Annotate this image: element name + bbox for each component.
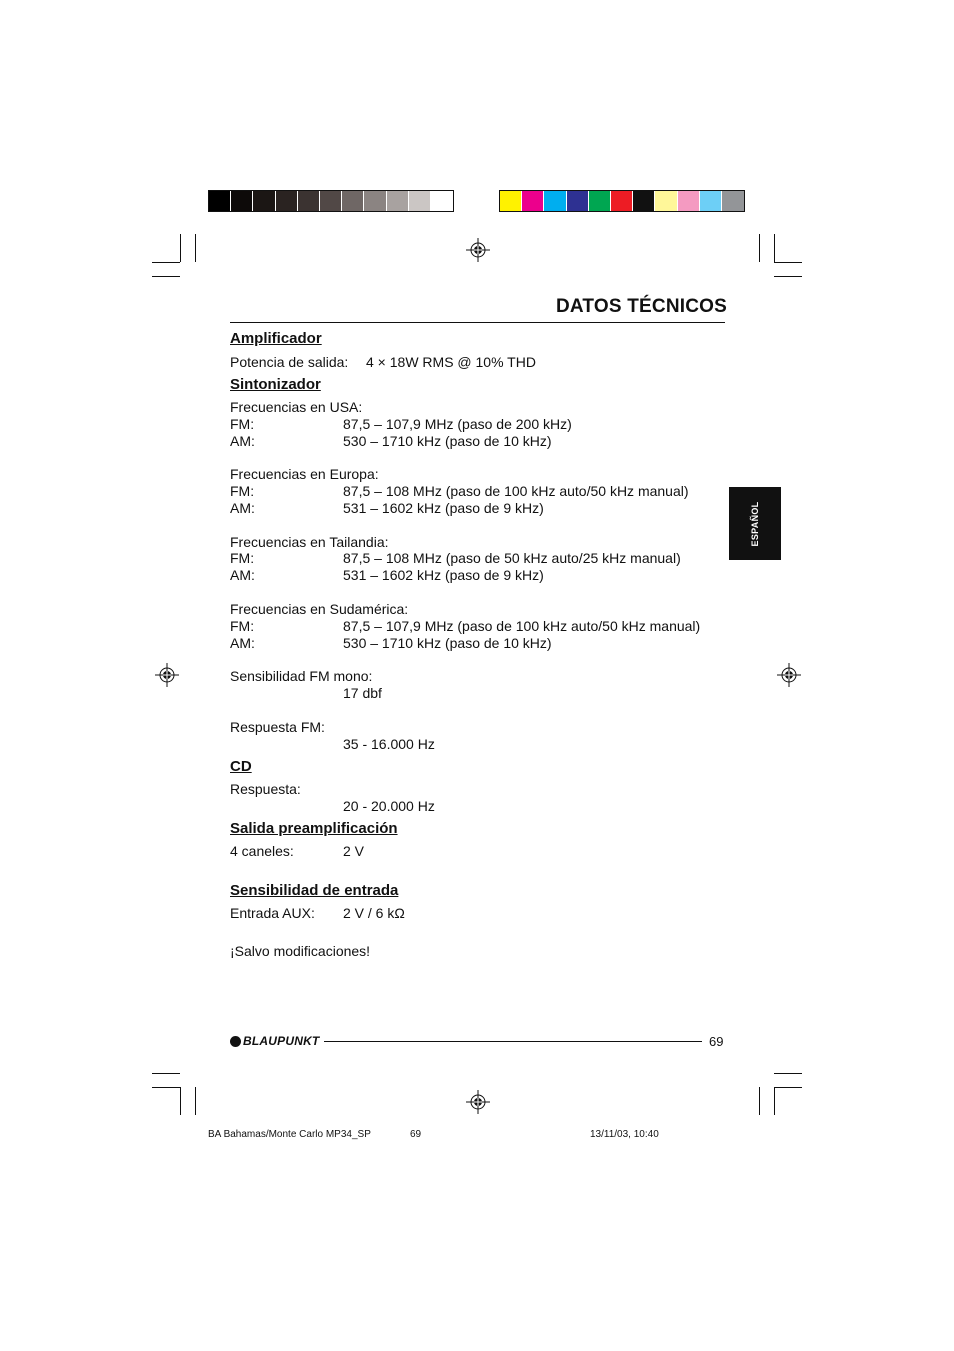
spec-subtitle: Frecuencias en Sudamérica:	[230, 601, 409, 617]
section-heading-cd: CD	[230, 758, 252, 775]
spec-value: 2 V	[343, 843, 365, 859]
spec-value: 4 × 18W RMS @ 10% THD	[366, 354, 536, 370]
color-swatch	[589, 191, 611, 211]
crop-mark	[180, 234, 181, 262]
color-swatch	[231, 191, 253, 211]
crop-mark	[152, 262, 180, 263]
section-heading-salida: Salida preamplificación	[230, 820, 398, 837]
color-swatch	[253, 191, 275, 211]
brand-dot-icon	[230, 1036, 241, 1047]
color-swatch	[678, 191, 700, 211]
grayscale-color-bar	[208, 190, 454, 212]
crop-mark	[152, 1073, 180, 1074]
color-swatch	[522, 191, 544, 211]
spec-label: Respuesta FM:	[230, 719, 325, 735]
spec-value: 87,5 – 107,9 MHz (paso de 100 kHz auto/50 kHz manual)	[343, 618, 701, 634]
registration-mark-icon	[466, 238, 490, 262]
spec-value: 2 V / 6 kΩ	[343, 905, 405, 921]
color-swatch	[722, 191, 744, 211]
spec-label: Sensibilidad FM mono:	[230, 668, 373, 684]
crop-mark	[774, 276, 802, 277]
print-page-number: 69	[410, 1129, 422, 1140]
section-heading-entrada: Sensibilidad de entrada	[230, 882, 399, 899]
color-swatch	[500, 191, 522, 211]
process-color-bar	[499, 190, 745, 212]
crop-mark	[195, 234, 196, 262]
crop-mark	[774, 234, 775, 262]
section-heading-amplificador: Amplificador	[230, 330, 322, 347]
color-swatch	[655, 191, 677, 211]
color-swatch	[320, 191, 342, 211]
crop-mark	[759, 1087, 760, 1115]
registration-mark-icon	[777, 663, 801, 687]
spec-label: Respuesta:	[230, 781, 301, 797]
crop-mark	[180, 1087, 181, 1115]
spec-value: 530 – 1710 kHz (paso de 10 kHz)	[343, 635, 552, 651]
spec-label: FM:	[230, 550, 255, 566]
spec-label: Potencia de salida:	[230, 354, 349, 370]
spec-label: AM:	[230, 635, 255, 651]
color-swatch	[364, 191, 386, 211]
spec-value: 530 – 1710 kHz (paso de 10 kHz)	[343, 433, 552, 449]
spec-value: 20 - 20.000 Hz	[343, 798, 435, 814]
color-swatch	[633, 191, 655, 211]
crop-mark	[152, 1087, 180, 1088]
spec-label: FM:	[230, 483, 255, 499]
section-heading-sintonizador: Sintonizador	[230, 376, 321, 393]
color-swatch	[276, 191, 298, 211]
color-swatch	[431, 191, 453, 211]
crop-mark	[774, 1073, 802, 1074]
page-title: DATOS TÉCNICOS	[556, 296, 727, 317]
language-tab	[729, 487, 781, 560]
color-swatch	[409, 191, 431, 211]
spec-subtitle: Frecuencias en Europa:	[230, 466, 379, 482]
spec-label: AM:	[230, 433, 255, 449]
spec-value: 531 – 1602 kHz (paso de 9 kHz)	[343, 567, 544, 583]
spec-value: 35 - 16.000 Hz	[343, 736, 435, 752]
registration-mark-icon	[466, 1090, 490, 1114]
color-swatch	[342, 191, 364, 211]
spec-subtitle: Frecuencias en USA:	[230, 399, 363, 415]
color-swatch	[387, 191, 409, 211]
print-date: 13/11/03, 10:40	[590, 1129, 659, 1140]
language-tab-label: ESPAÑOL	[750, 501, 760, 546]
spec-label: FM:	[230, 416, 255, 432]
brand-name: BLAUPUNKT	[243, 1034, 320, 1048]
spec-value: 87,5 – 108 MHz (paso de 50 kHz auto/25 kHz manual)	[343, 550, 681, 566]
color-swatch	[298, 191, 320, 211]
spec-value: 17 dbf	[343, 685, 382, 701]
title-rule	[230, 322, 725, 323]
spec-label: Entrada AUX:	[230, 905, 315, 921]
color-swatch	[567, 191, 589, 211]
print-file-name: BA Bahamas/Monte Carlo MP34_SP	[208, 1129, 371, 1140]
crop-mark	[774, 1087, 775, 1115]
crop-mark	[774, 1087, 802, 1088]
spec-value: 531 – 1602 kHz (paso de 9 kHz)	[343, 500, 544, 516]
spec-label: AM:	[230, 567, 255, 583]
spec-value: 87,5 – 107,9 MHz (paso de 200 kHz)	[343, 416, 572, 432]
crop-mark	[152, 276, 180, 277]
color-swatch	[611, 191, 633, 211]
note-text: ¡Salvo modificaciones!	[230, 943, 371, 959]
color-swatch	[700, 191, 722, 211]
footer-rule	[324, 1041, 702, 1042]
spec-label: 4 caneles:	[230, 843, 294, 859]
registration-mark-icon	[155, 663, 179, 687]
brand-logo	[230, 1034, 319, 1048]
crop-mark	[774, 262, 802, 263]
color-swatch	[209, 191, 231, 211]
spec-subtitle: Frecuencias en Tailandia:	[230, 534, 389, 550]
spec-label: AM:	[230, 500, 255, 516]
spec-label: FM:	[230, 618, 255, 634]
spec-value: 87,5 – 108 MHz (paso de 100 kHz auto/50 kHz manual)	[343, 483, 689, 499]
color-swatch	[544, 191, 566, 211]
crop-mark	[759, 234, 760, 262]
page-number: 69	[709, 1034, 724, 1049]
crop-mark	[195, 1087, 196, 1115]
